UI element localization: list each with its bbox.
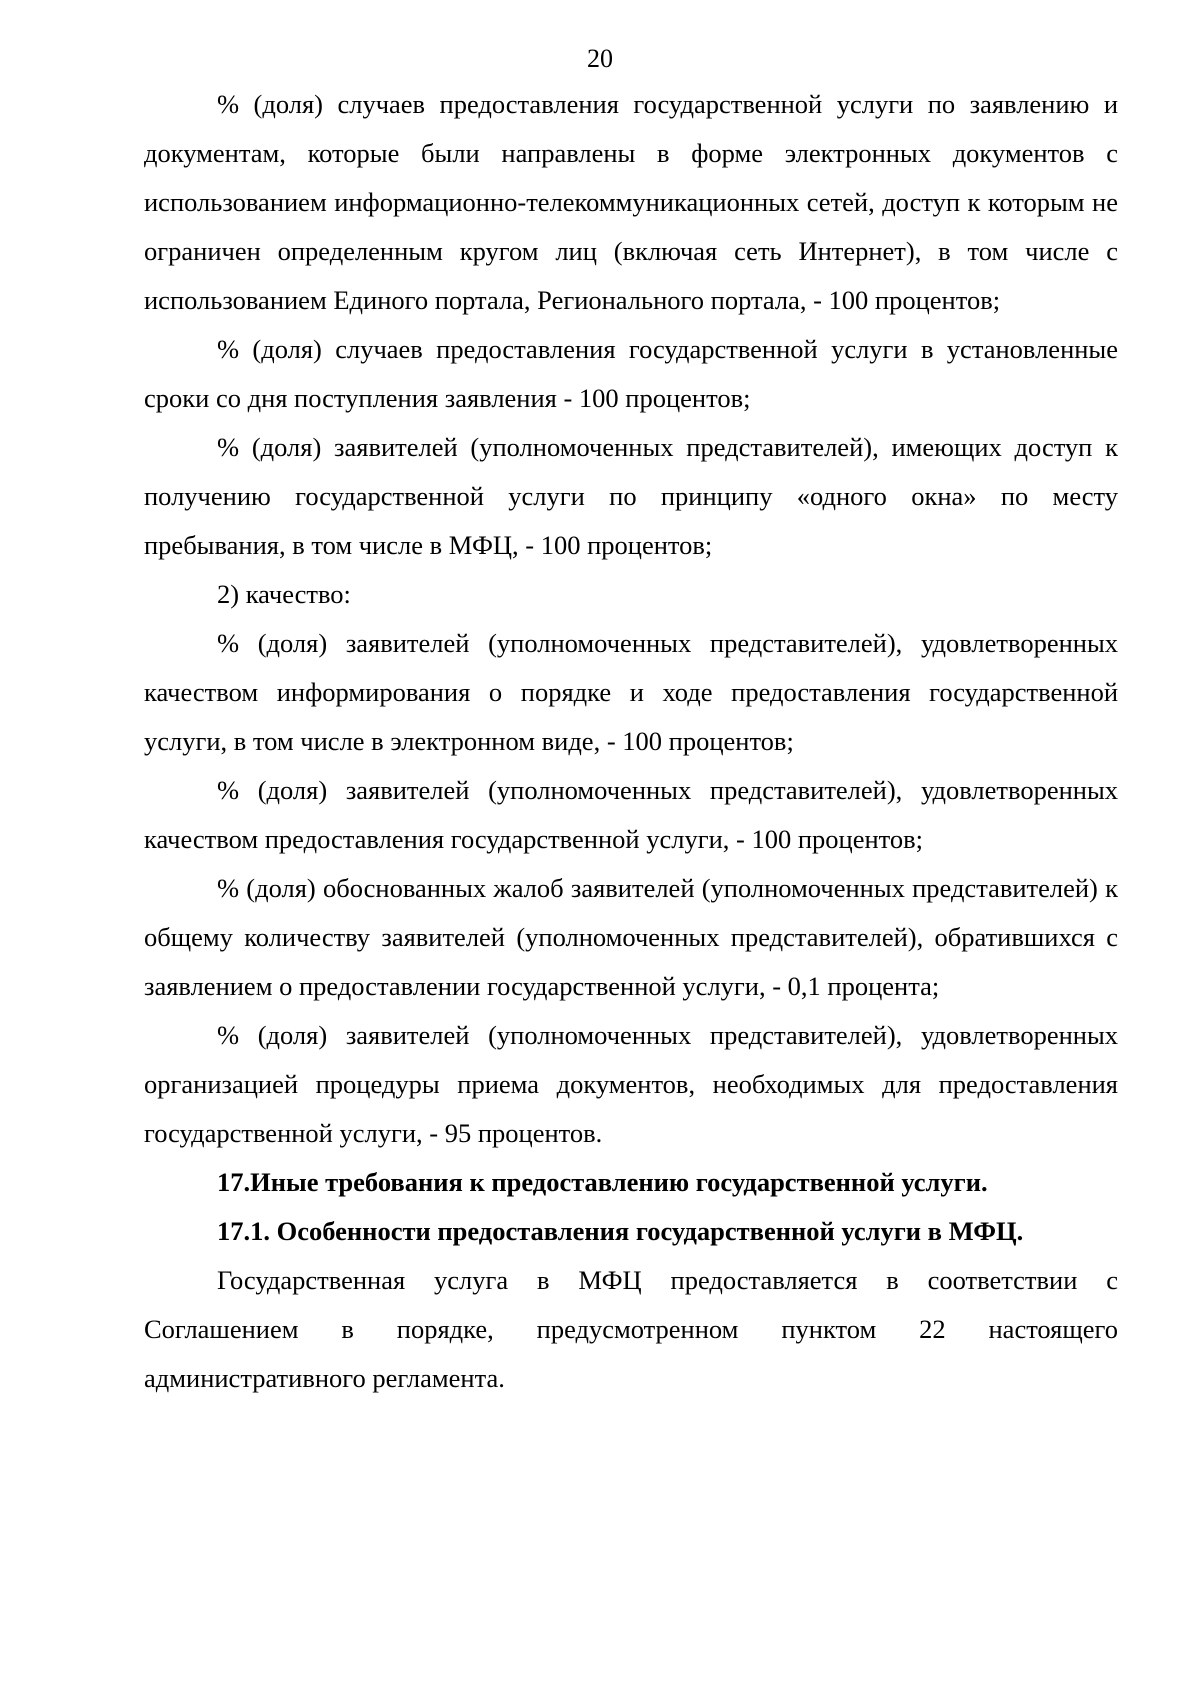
paragraph-complaints-share: % (доля) обоснованных жалоб заявителей (уполномоченных представителей) к общему количеству заявителей (уполномоченных представителей), обратившихся с заявлением о предоставлении государственной услуги, - 0,1 процента; bbox=[144, 873, 1118, 1001]
document-body bbox=[144, 80, 1118, 1403]
paragraph-service-satisfaction: % (доля) заявителей (уполномоченных представителей), удовлетворенных качеством предоставления государственной услуги, - 100 процентов; bbox=[144, 775, 1118, 854]
paragraph-electronic-share: % (доля) случаев предоставления государственной услуги по заявлению и документам, которые были направлены в форме электронных документов с использованием информационно-телекоммуникационных сетей, доступ к которым не ограничен определенным кругом лиц (включая сеть Интернет), в том числе с использованием Единого портала, Регионального портала, - 100 процентов; bbox=[144, 89, 1118, 315]
paragraph-deadline-share: % (доля) случаев предоставления государственной услуги в установленные сроки со дня поступления заявления - 100 процентов; bbox=[144, 334, 1118, 413]
page-number: 20 bbox=[587, 44, 613, 73]
paragraph-one-window-share: % (доля) заявителей (уполномоченных представителей), имеющих доступ к получению государственной услуги по принципу «одного окна» по месту пребывания, в том числе в МФЦ, - 100 процентов; bbox=[144, 432, 1118, 560]
paragraph-quality-label: 2) качество: bbox=[217, 579, 351, 609]
section-heading-17: 17.Иные требования к предоставлению государственной услуги. bbox=[217, 1167, 988, 1197]
section-heading-17-1: 17.1. Особенности предоставления государственной услуги в МФЦ. bbox=[217, 1216, 1024, 1246]
paragraph-reception-satisfaction: % (доля) заявителей (уполномоченных представителей), удовлетворенных организацией процедуры приема документов, необходимых для предоставления государственной услуги, - 95 процентов. bbox=[144, 1020, 1118, 1148]
paragraph-mfc-agreement: Государственная услуга в МФЦ предоставляется в соответствии с Соглашением в порядке, предусмотренном пунктом 22 настоящего административного регламента. bbox=[144, 1265, 1118, 1393]
paragraph-informing-satisfaction: % (доля) заявителей (уполномоченных представителей), удовлетворенных качеством информирования о порядке и ходе предоставления государственной услуги, в том числе в электронном виде, - 100 процентов; bbox=[144, 628, 1118, 756]
